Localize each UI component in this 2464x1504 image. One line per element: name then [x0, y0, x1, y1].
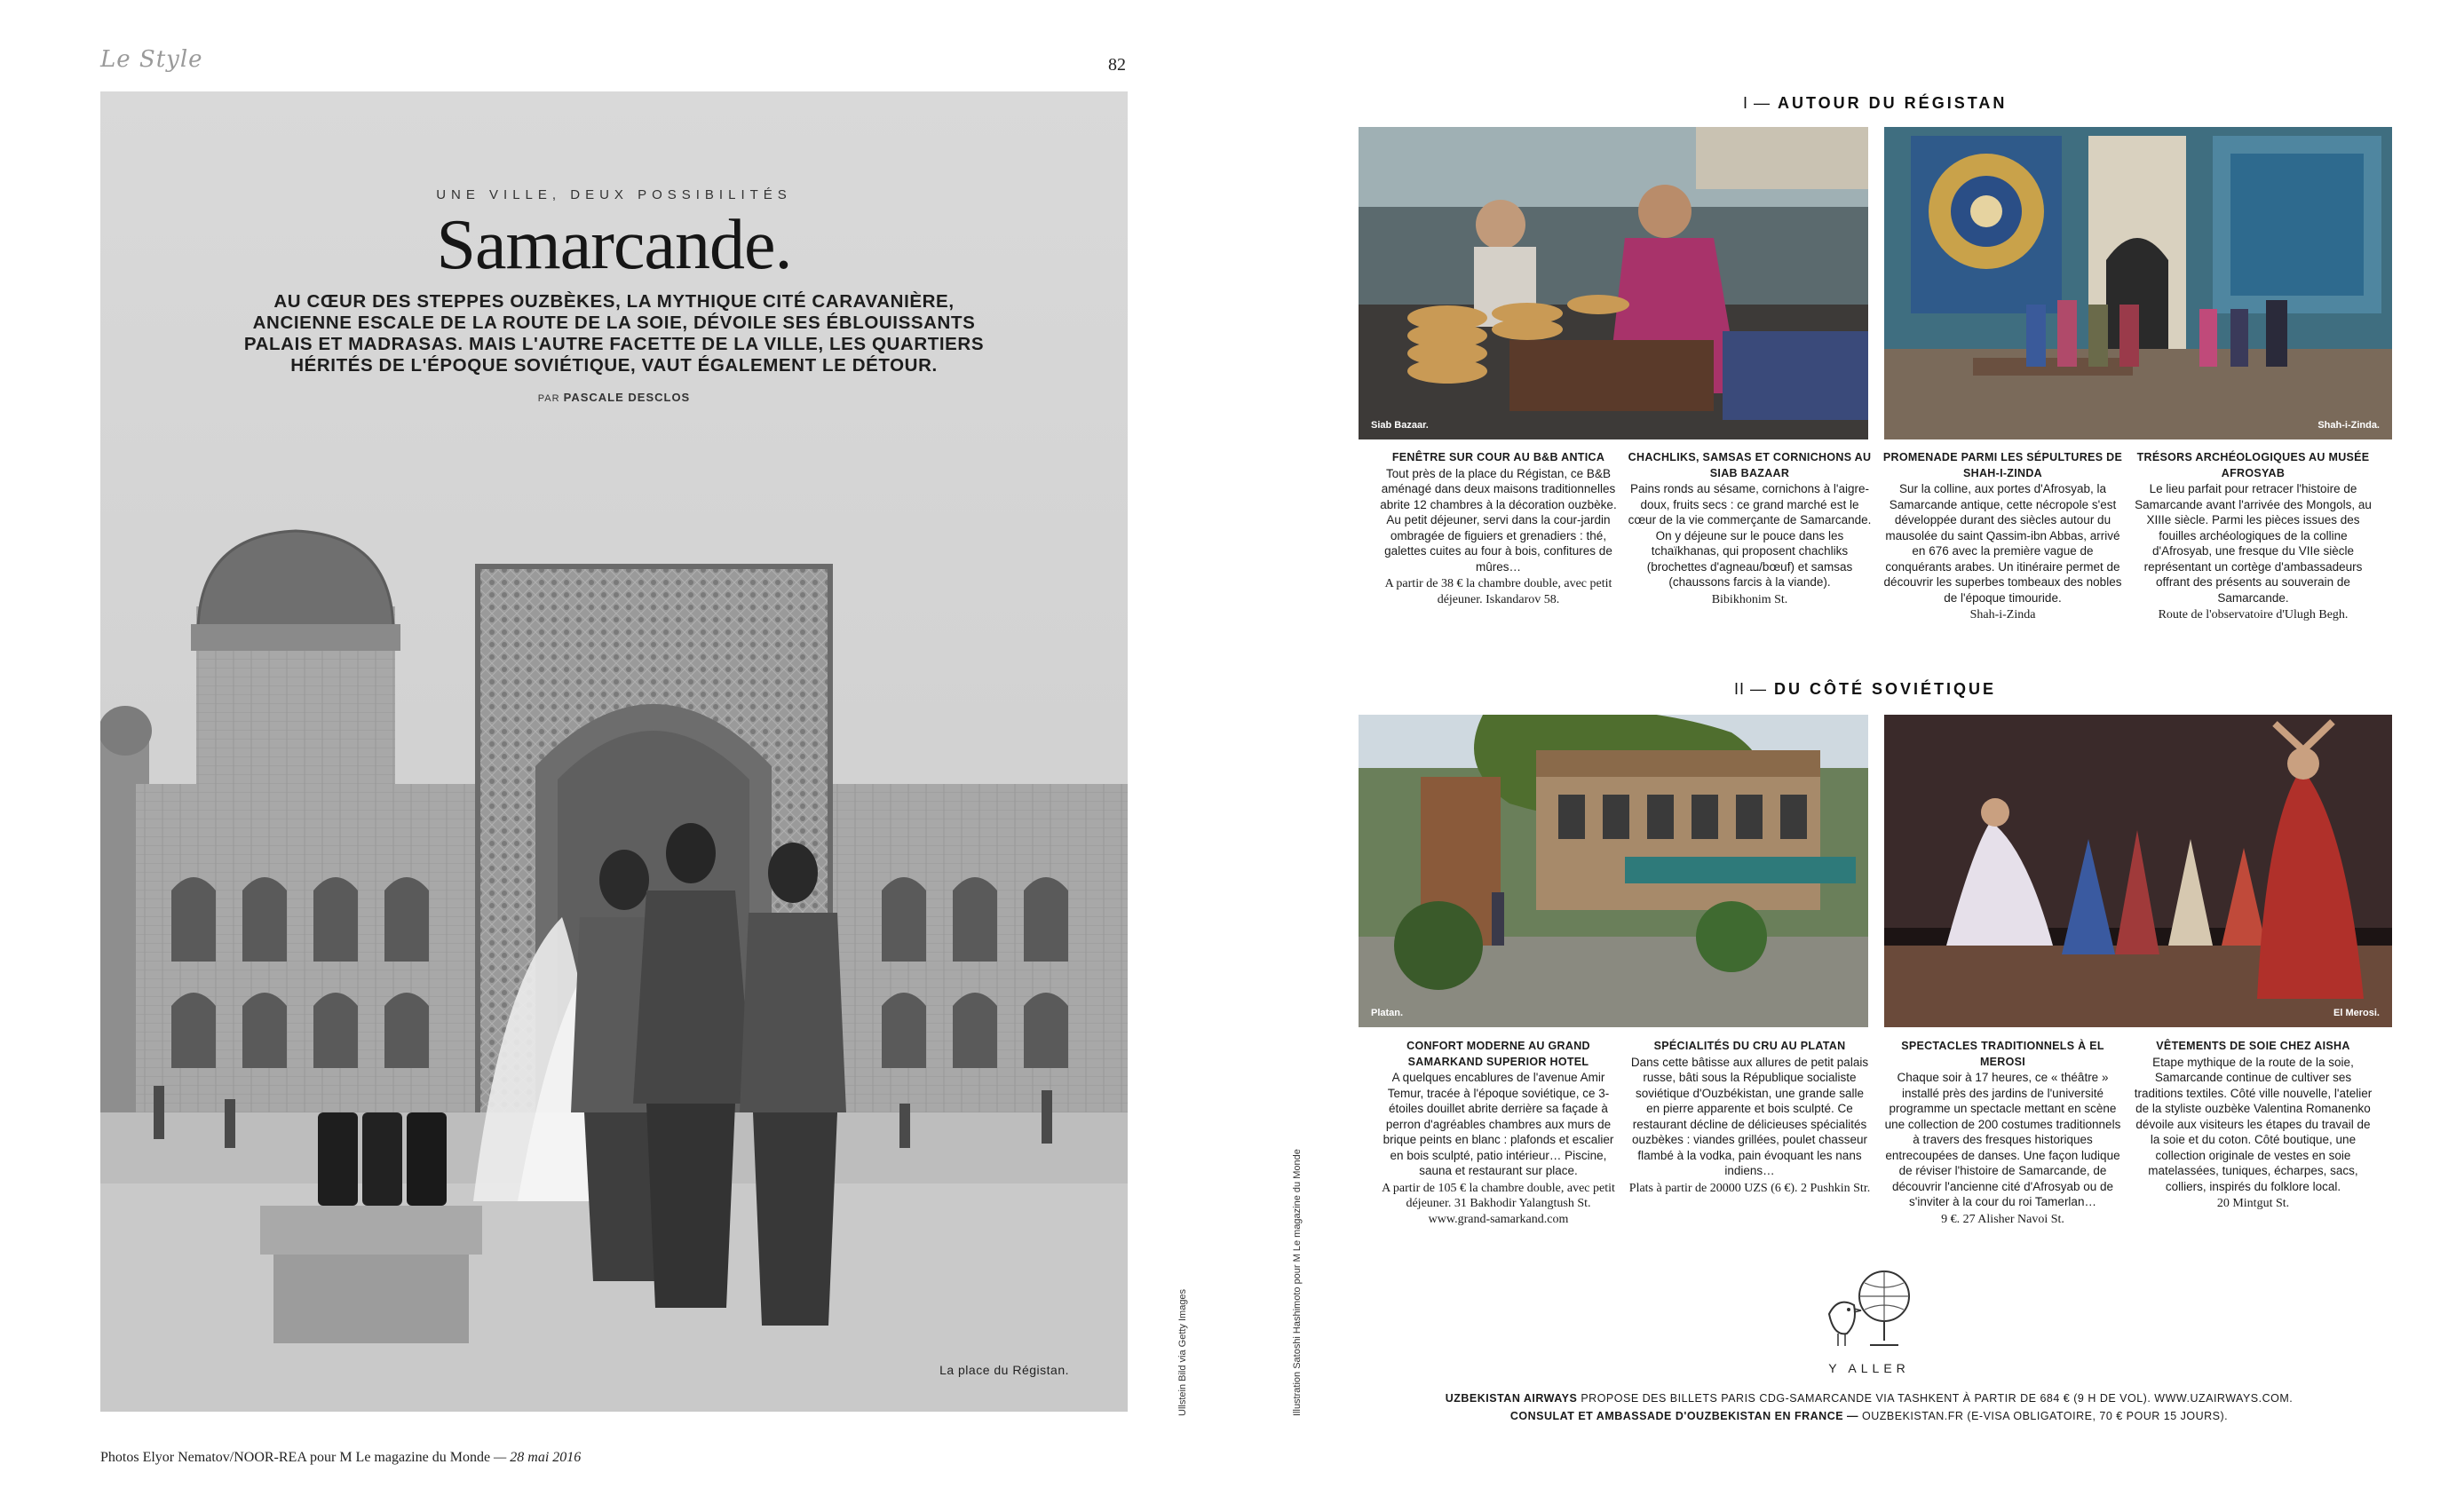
section1-heading	[1743, 94, 2007, 113]
photo-platan	[1359, 715, 1868, 1027]
s1-col-4-practical: Route de l'observatoire d'Ulugh Begh.	[2158, 608, 2349, 621]
photo-caption-shah: Shah-i-Zinda.	[2317, 420, 2380, 431]
s2-col-4	[2131, 1039, 2375, 1212]
s1-col-4-heading: TRÉSORS ARCHÉOLOGIQUES AU MUSÉE AFROSYAB	[2136, 451, 2370, 479]
s2-col-3-body: Chaque soir à 17 heures, ce « théâtre » installé près des jardins de l'université programme un spectacle mettant en scène une collection de 200 costumes traditionnels à travers des fresques historiques entrecoupées de danses. Une façon ludique de réviser l'histoire de Samarcande, de découvrir l'ancienne cité d'Afrosyab ou de s'inviter à la cour du roi Tamerlan…	[1884, 1071, 2121, 1208]
magazine-brand: Le Style	[100, 46, 203, 73]
s2-col-1-practical: A partir de 105 € la chambre double, avec petit déjeuner. 31 Bakhodir Yalangtush St. www.grand-samarkand.com	[1382, 1181, 1615, 1226]
illustration-credit: Illustration Satoshi Hashimoto pour M Le magazine du Monde	[1292, 1149, 1303, 1416]
s2-col-3-practical: 9 €. 27 Alisher Navoi St.	[1941, 1212, 2064, 1226]
hero-photo	[100, 91, 1128, 1412]
mausoleum-illustration	[1884, 127, 2392, 439]
travel-info-airline	[1350, 1392, 2389, 1405]
photo-credits-text: Photos Elyor Nematov/NOOR-REA pour M Le magazine du Monde	[100, 1450, 491, 1465]
photo-siab-bazaar	[1359, 127, 1868, 439]
registan-illustration	[100, 91, 1128, 1412]
consulate-details: OUZBEKISTAN.FR (E-VISA OBLIGATOIRE, 70 € POUR 15 JOURS).	[1862, 1410, 2229, 1422]
byline	[100, 391, 1128, 404]
airline-name: UZBEKISTAN AIRWAYS	[1445, 1392, 1578, 1405]
restaurant-illustration	[1359, 715, 1868, 1027]
s2-col-1	[1376, 1039, 1620, 1227]
photo-caption-platan: Platan.	[1371, 1008, 1404, 1018]
s1-col-3-body: Sur la colline, aux portes d'Afrosyab, la Samarcande antique, cette nécropole s'est développée durant des siècles autour du mausolée du saint Qassim-ibn Abbas, arrivé en 676 avec la première vague de conquérants arabes. Un itinéraire permet de découvrir les superbes tombeaux des nobles de l'époque timouride.	[1883, 482, 2122, 605]
s1-col-1-heading: FENÊTRE SUR COUR AU B&B ANTICA	[1391, 451, 1605, 463]
article-title: Samarcande.	[436, 206, 792, 284]
getty-credit: Ullstein Bild via Getty Images	[1177, 1288, 1188, 1416]
s1-col-4-body: Le lieu parfait pour retracer l'histoire de Samarcande avant l'arrivée des Mongols, au XIIIe siècle. Parmi les pièces issues des fouilles archéologiques de la colline d'Afrosyab, une fresque du VIIe siècle représentant un cortège d'ambassadeurs offrant des présents au souverain de Samarcande.	[2135, 482, 2372, 605]
y-aller-label: Y ALLER	[1828, 1361, 1910, 1375]
issue-date: — 28 mai 2016	[494, 1450, 582, 1465]
section2-title: DU CÔTÉ SOVIÉTIQUE	[1774, 680, 1997, 698]
s1-col-1-body: Tout près de la place du Régistan, ce B&B aménagé dans deux maisons traditionnelles abrite 12 chambres à la décoration ouzbèke. Au petit déjeuner, servi dans la cour-jardin ombragée de figuiers et grenadiers : thé, galettes cuites au four à bois, confitures de mûres…	[1380, 466, 1617, 574]
photo-credits	[100, 1450, 581, 1466]
photo-el-merosi	[1884, 715, 2392, 1027]
article-lede: AU CŒUR DES STEPPES OUZBÈKES, LA MYTHIQUE CITÉ CARAVANIÈRE, ANCIENNE ESCALE DE LA ROUTE DE LA SOIE, DÉVOILE SES ÉBLOUISSANTS PALAIS ET MADRASAS. MAIS L'AUTRE FACETTE DE LA VILLE, LES QUARTIERS HÉRITÉS DE L'ÉPOQUE SOVIÉTIQUE, VAUT ÉGALEMENT LE DÉTOUR.	[243, 291, 985, 376]
s2-col-2-body: Dans cette bâtisse aux allures de petit palais russe, bâti sous la République socialiste soviétique d'Ouzbékistan, une grande salle en pierre apparente et bois sculpté. Ce restaurant décline de délicieuses spécialités ouzbèkes : viandes grillées, poulet chasseur flambé à la vodka, pain évoquant les nans indiens…	[1630, 1055, 1869, 1177]
byline-prefix: PAR	[537, 393, 560, 404]
s2-col-3	[1881, 1039, 2125, 1227]
hero-kicker: UNE VILLE, DEUX POSSIBILITÉS	[436, 187, 792, 202]
s1-col-1-practical: A partir de 38 € la chambre double, avec petit déjeuner. Iskandarov 58.	[1384, 577, 1612, 606]
section1-title: AUTOUR DU RÉGISTAN	[1778, 94, 2008, 112]
s1-col-2	[1628, 450, 1872, 607]
s2-col-2-practical: Plats à partir de 20000 UZS (6 €). 2 Pushkin Str.	[1628, 1181, 1871, 1195]
s1-col-3	[1881, 450, 2125, 623]
s2-col-4-body: Etape mythique de la route de la soie, Samarcande continue de cultiver ses traditions textiles. Côté ville nouvelle, l'atelier de la styliste ouzbèke Valentina Romanenko dévoile aux visiteurs les étapes du travail de la soie et du coton. Côté boutique, une collection originale de vestes en soie matelassées, tuniques, écharpes, sacs, colliers, inspirés du folklore local.	[2134, 1055, 2373, 1193]
section2-heading	[1734, 680, 1996, 699]
consulate-name: CONSULAT ET AMBASSADE D'OUZBEKISTAN EN FRANCE —	[1509, 1410, 1859, 1422]
s2-col-1-body: A quelques encablures de l'avenue Amir Temur, tracée à l'époque soviétique, ce 3-étoiles douillet abrite derrière sa façade à perron d'agréables chambres aux murs de brique peints en blanc : plafonds et escalier en bois sculpté, patio intérieur… Piscine, sauna et restaurant sur place.	[1383, 1071, 1614, 1177]
s2-col-1-heading: CONFORT MODERNE AU GRAND SAMARKAND SUPERIOR HOTEL	[1406, 1040, 1590, 1068]
s1-col-3-practical: Shah-i-Zinda	[1969, 608, 2036, 621]
s1-col-2-body: Pains ronds au sésame, cornichons à l'aigre-doux, fruits secs : ce grand marché est le cœur de la vie commerçante de Samarcande. On y déjeune sur le pouce dans les tchaïkhanas, qui proposent chachliks (brochettes d'agneau/bœuf) et samsas (chaussons farcis à la viande).	[1628, 482, 1872, 589]
s1-col-1	[1376, 450, 1620, 607]
photo-caption-siab: Siab Bazaar.	[1371, 420, 1429, 431]
page-number: 82	[1108, 55, 1126, 75]
s2-col-2	[1628, 1039, 1872, 1196]
travel-info-consulate	[1350, 1410, 2389, 1422]
bird-globe-icon	[1811, 1261, 1927, 1358]
airline-details: PROPOSE DES BILLETS PARIS CDG-SAMARCANDE VIA TASHKENT À PARTIR DE 684 € (9 H DE VOL). WWW.UZAIRWAYS.COM.	[1581, 1392, 2294, 1405]
photo-shah-i-zinda	[1884, 127, 2392, 439]
s1-col-2-practical: Bibikhonim St.	[1711, 592, 1788, 606]
s2-col-2-heading: SPÉCIALITÉS DU CRU AU PLATAN	[1653, 1040, 1846, 1052]
photo-caption-merosi: El Merosi.	[2333, 1008, 2380, 1018]
s2-col-4-practical: 20 Mintgut St.	[2216, 1197, 2290, 1210]
s1-col-3-heading: PROMENADE PARMI LES SÉPULTURES DE SHAH-I-ZINDA	[1882, 451, 2123, 479]
hero-caption: La place du Régistan.	[939, 1363, 1069, 1377]
s2-col-4-heading: VÊTEMENTS DE SOIE CHEZ AISHA	[2156, 1040, 2350, 1052]
bazaar-illustration	[1359, 127, 1868, 439]
s1-col-2-heading: CHACHLIKS, SAMSAS ET CORNICHONS AU SIAB BAZAAR	[1628, 451, 1872, 479]
s1-col-4	[2131, 450, 2375, 623]
theatre-illustration	[1884, 715, 2392, 1027]
s2-col-3-heading: SPECTACLES TRADITIONNELS À EL MEROSI	[1901, 1040, 2104, 1068]
section1-number: I —	[1743, 94, 1771, 112]
byline-author: PASCALE DESCLOS	[563, 391, 691, 404]
section2-number: II —	[1734, 680, 1768, 698]
